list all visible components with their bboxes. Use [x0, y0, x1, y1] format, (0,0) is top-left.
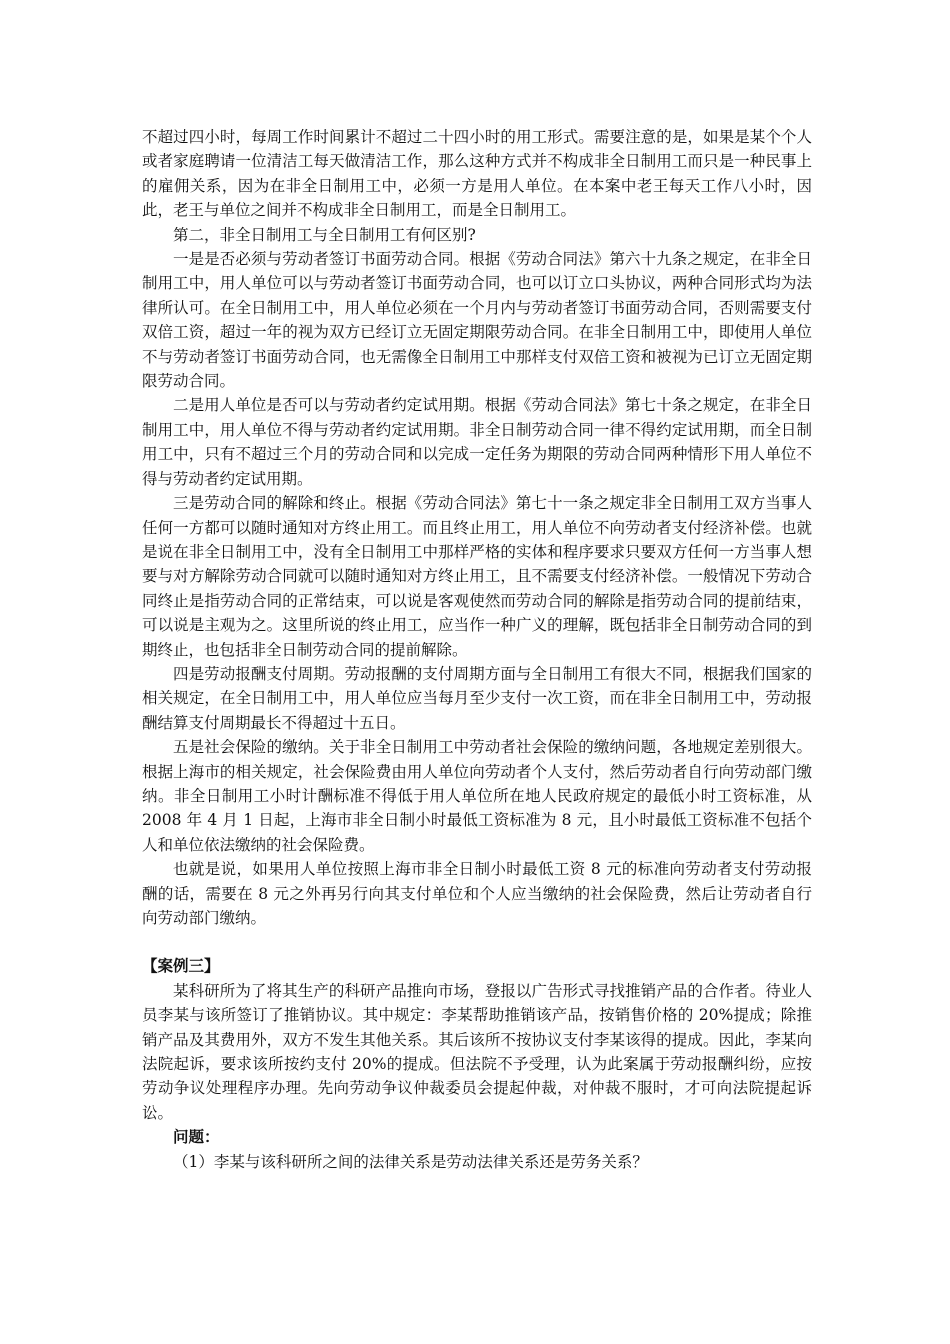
paragraph-probation: 二是用人单位是否可以与劳动者约定试用期。根据《劳动合同法》第七十条之规定，在非全日制用工中，用人单位不得与劳动者约定试用期。非全日制劳动合同一律不得约定试用期，而全日制用工中，只有不超过三个月的劳动合同和以完成一定任务为期限的劳动合同两种情形下用人单位不得与劳动者约定试用期。	[142, 396, 812, 488]
paragraph-pay-cycle: 四是劳动报酬支付周期。劳动报酬的支付周期方面与全日制用工有很大不同，根据我们国家的相关规定，在全日制用工中，用人单位应当每月至少支付一次工资，而在非全日制用工中，劳动报酬结算支付周期最长不得超过十五日。	[142, 664, 812, 732]
question-label: 问题：	[173, 1127, 220, 1147]
question-item-1: （1）李某与该科研所之间的法律关系是劳动法律关系还是劳务关系？	[173, 1152, 648, 1171]
paragraph-conclusion: 也就是说，如果用人单位按照上海市非全日制小时最低工资 8 元的标准向劳动者支付劳动报酬的话，需要在 8 元之外再另行向其支付单位和个人应当缴纳的社会保险费，然后让劳动者自行向劳动部门缴纳。	[142, 860, 812, 927]
section-heading-second: 第二，非全日制用工与全日制用工有何区别?	[173, 225, 476, 244]
paragraph-written-contract: 一是是否必须与劳动者签订书面劳动合同。根据《劳动合同法》第六十九条之规定，在非全日制用工中，用人单位可以与劳动者签订书面劳动合同，也可以订立口头协议，两种合同形式均为法律所认可。在全日制用工中，用人单位必须在一个月内与劳动者签订书面劳动合同，否则需要支付双倍工资，超过一年的视为双方已经订立无固定期限劳动合同。在非全日制用工中，即使用人单位不与劳动者签订书面劳动合同，也无需像全日制用工中那样支付双倍工资和被视为已订立无固定期限劳动合同。	[142, 250, 812, 391]
paragraph-continuation: 不超过四小时，每周工作时间累计不超过二十四小时的用工形式。需要注意的是，如果是某个个人或者家庭聘请一位清洁工每天做清洁工作，那么这种方式并不构成非全日制用工而只是一种民事上的雇佣关系，因为在非全日制用工中，必须一方是用人单位。在本案中老王每天工作八小时，因此，老王与单位之间并不构成非全日制用工，而是全日制用工。	[142, 128, 812, 220]
document-page	[142, 125, 812, 1174]
case-3-body: 某科研所为了将其生产的科研产品推向市场，登报以广告形式寻找推销产品的合作者。待业人员李某与该所签订了推销协议。其中规定：李某帮助推销该产品，按销售价格的 20%提成；除推销产品及其费用外，双方不发生其他关系。其后该所不按协议支付李某该得的提成。因此，李某向法院起诉，要求该所按约支付 20%的提成。但法院不予受理，认为此案属于劳动报酬纠纷，应按劳动争议处理程序办理。先向劳动争议仲裁委员会提起仲裁，对仲裁不服时，才可向法院提起诉讼。	[142, 981, 812, 1122]
paragraph-social-insurance: 五是社会保险的缴纳。关于非全日制用工中劳动者社会保险的缴纳问题，各地规定差别很大。根据上海市的相关规定，社会保险费由用人单位向劳动者个人支付，然后劳动者自行向劳动部门缴纳。非全日制用工小时计酬标准不得低于用人单位所在地人民政府规定的最低小时工资标准，从 2008 年 4 月 1 日起，上海市非全日制小时最低工资标准为 8 元，且小时最低工资标准不包括个人和单位依法缴纳的社会保险费。	[142, 738, 812, 854]
spacer	[142, 930, 812, 954]
case-3-title: 【案例三】	[142, 956, 220, 976]
paragraph-termination: 三是劳动合同的解除和终止。根据《劳动合同法》第七十一条之规定非全日制用工双方当事人任何一方都可以随时通知对方终止用工。而且终止用工，用人单位不向劳动者支付经济补偿。也就是说在非全日制用工中，没有全日制用工中那样严格的实体和程序要求只要双方任何一方当事人想要与对方解除劳动合同就可以随时通知对方终止用工，且不需要支付经济补偿。一般情况下劳动合同终止是指劳动合同的正常结束，可以说是客观使然而劳动合同的解除是指劳动合同的提前结束，可以说是主观为之。这里所说的终止用工，应当作一种广义的理解，既包括非全日制劳动合同的到期终止，也包括非全日制劳动合同的提前解除。	[142, 494, 812, 659]
